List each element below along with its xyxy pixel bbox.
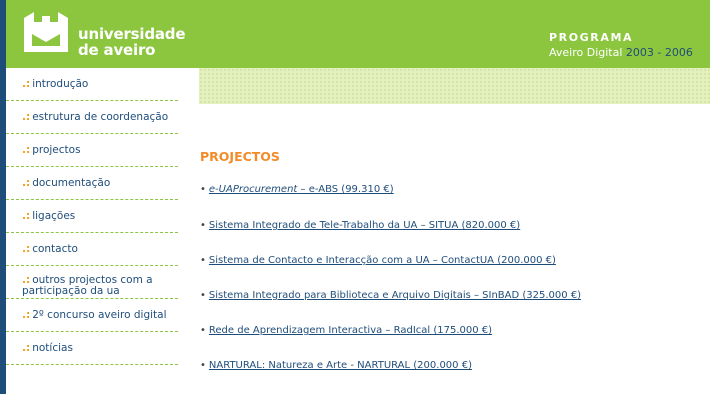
site-header [6,0,710,68]
project-item [200,220,520,231]
bullet-dot: • [200,255,206,266]
nav-item-estrutura[interactable] [6,101,178,134]
nav-label: documentação [32,177,111,189]
bullet-icon: .: [22,243,31,255]
header-pattern-strip [199,68,710,104]
sidebar-nav [6,68,178,365]
nav-label: contacto [32,243,78,255]
bullet-icon: .: [22,78,31,90]
project-item [200,255,556,266]
bullet-dot: • [200,220,206,231]
bullet-dot: • [200,290,206,301]
nav-item-documentacao[interactable] [6,167,178,200]
bullet-icon: .: [22,144,31,156]
nav-item-contacto[interactable] [6,233,178,266]
nav-item-2-concurso[interactable] [6,299,178,332]
program-name: Aveiro Digital [549,46,623,59]
nav-label: estrutura de coordenação [32,111,169,123]
logo-line-1: universidade [78,25,186,43]
bullet-icon: .: [22,309,31,321]
bullet-dot: • [200,360,206,371]
nav-item-outros-projectos[interactable] [6,266,178,299]
nav-label: projectos [32,144,81,156]
nav-item-noticias[interactable] [6,332,178,365]
project-link[interactable]: Sistema Integrado para Biblioteca e Arquivo Digitais – SInBAD (325.000 €) [208,290,582,301]
bullet-icon: .: [22,177,31,189]
nav-label: notícias [32,342,73,354]
project-item [200,360,472,371]
nav-label: introdução [32,78,89,90]
university-name[interactable] [78,26,185,58]
page-title: PROJECTOS [200,149,280,164]
nav-item-projectos[interactable] [6,134,178,167]
project-link[interactable]: NARTURAL: Natureza e Arte - NARTURAL (200.000 €) [208,360,472,371]
project-link[interactable]: Sistema Integrado de Tele-Trabalho da UA – SITUA (820.000 €) [208,220,521,231]
project-link[interactable]: Sistema de Contacto e Interacção com a UA – ContactUA (200.000 €) [208,255,556,266]
project-item [200,325,492,336]
program-subtitle [549,46,693,59]
bullet-icon: .: [22,342,31,354]
bullet-icon: .: [22,111,31,123]
nav-label: ligações [32,210,76,222]
project-item [200,184,394,195]
bullet-dot: • [200,184,206,195]
logo-line-2: de aveiro [78,41,156,59]
nav-item-introducao[interactable] [6,68,178,101]
project-link[interactable]: Rede de Aprendizagem Interactiva – RadIcal (175.000 €) [208,325,493,336]
nav-label: outros projectos com a participação da ua [22,274,153,297]
bullet-dot: • [200,325,206,336]
nav-item-ligacoes[interactable] [6,200,178,233]
bullet-icon: .: [22,210,31,222]
university-logo-icon[interactable] [20,8,72,58]
project-link[interactable]: e-UAProcurement – e-ABS (99.310 €) [208,184,394,195]
bullet-icon: .: [22,274,31,286]
project-item [200,290,581,301]
program-years: 2003 - 2006 [625,46,693,59]
program-title: PROGRAMA [549,31,634,44]
nav-label: 2º concurso aveiro digital [32,309,167,321]
